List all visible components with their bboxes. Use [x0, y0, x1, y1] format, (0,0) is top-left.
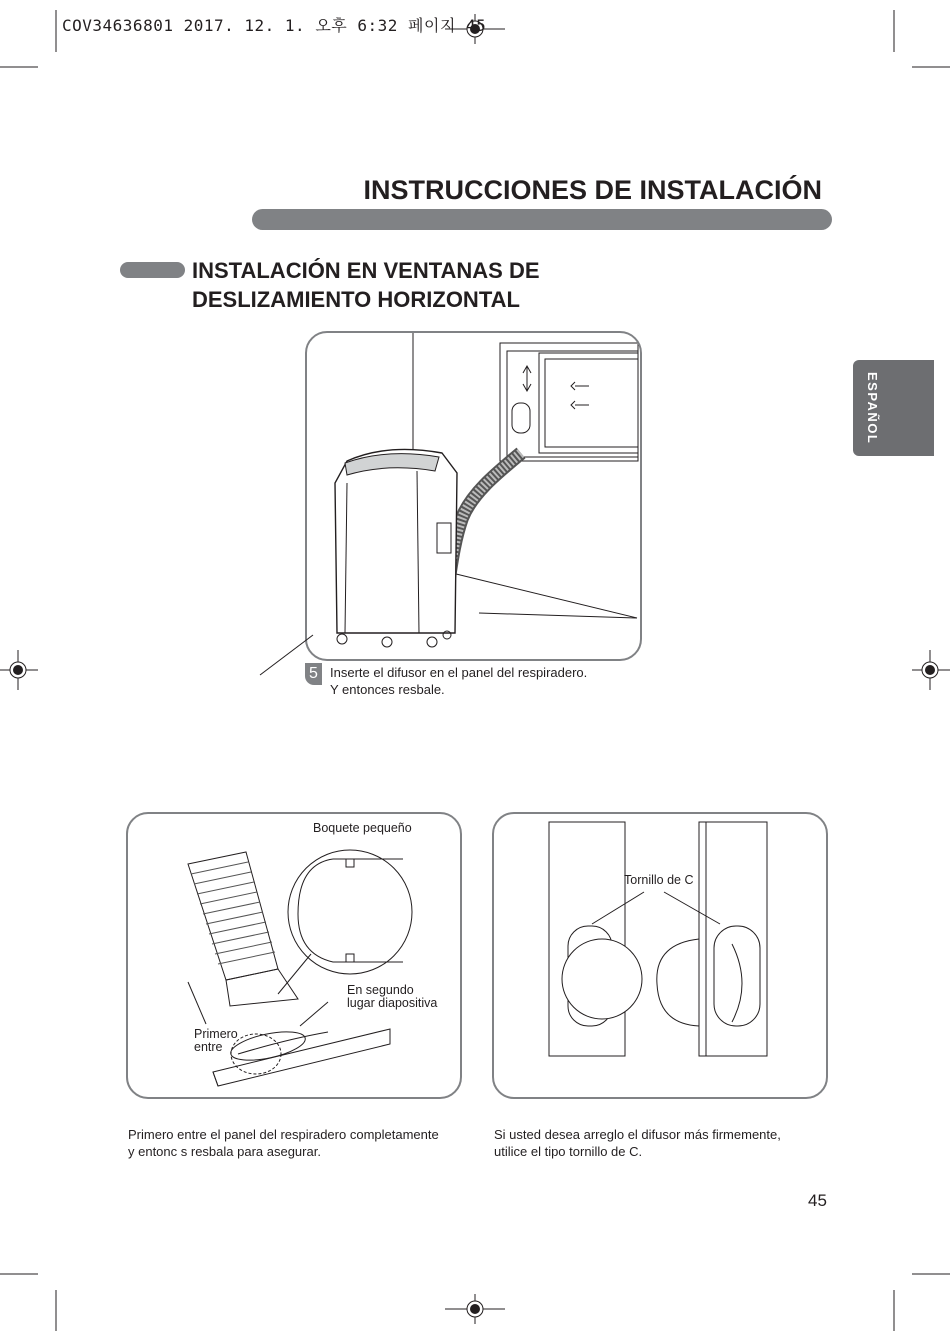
print-header: COV34636801 2017. 12. 1. 오후 6:32 페이지 45 — [62, 16, 487, 35]
label-first-enter — [194, 1028, 238, 1054]
caption-left-line2: y entonc s resbala para asegurar. — [128, 1144, 321, 1159]
label-c-screw: Tornillo de C — [624, 873, 694, 887]
label-second-slide — [347, 984, 437, 1010]
label-first-enter-line1: Primero — [194, 1027, 238, 1041]
language-tab — [853, 360, 934, 456]
ac-unit-illustration — [307, 333, 640, 659]
section-title-line1: INSTALACIÓN EN VENTANAS DE — [192, 258, 540, 283]
page-title: INSTRUCCIONES DE INSTALACIÓN — [363, 175, 822, 205]
title-underline-bar — [252, 209, 832, 230]
label-small-gap: Boquete pequeño — [313, 821, 412, 835]
step-instruction — [330, 664, 587, 698]
label-first-enter-line2: entre — [194, 1040, 223, 1054]
caption-left — [128, 1126, 439, 1160]
step-instruction-line2: Y entonces resbale. — [330, 682, 445, 697]
figure-panel-insert — [126, 812, 462, 1099]
page-number: 45 — [808, 1191, 827, 1210]
panel-insert-illustration — [128, 814, 460, 1097]
section-title — [192, 256, 540, 314]
section-marker — [120, 262, 185, 278]
caption-right — [494, 1126, 781, 1160]
language-tab-label: ESPAÑOL — [865, 372, 880, 445]
section-title-line2: DESLIZAMIENTO HORIZONTAL — [192, 287, 520, 312]
caption-right-line2: utilice el tipo tornillo de C. — [494, 1144, 643, 1159]
label-second-slide-line2: lugar diapositiva — [347, 996, 438, 1010]
step-instruction-line1: Inserte el difusor en el panel del respiradero. — [330, 665, 588, 680]
c-screw-illustration — [494, 814, 826, 1097]
figure-c-screw — [492, 812, 828, 1099]
caption-right-line1: Si usted desea arreglo el difusor más firmemente, — [494, 1127, 781, 1142]
label-second-slide-line1: En segundo — [347, 983, 414, 997]
caption-left-line1: Primero entre el panel del respiradero completamente — [128, 1127, 439, 1142]
figure-ac-unit-window — [305, 331, 642, 661]
step-number-badge: 5 — [305, 663, 322, 685]
